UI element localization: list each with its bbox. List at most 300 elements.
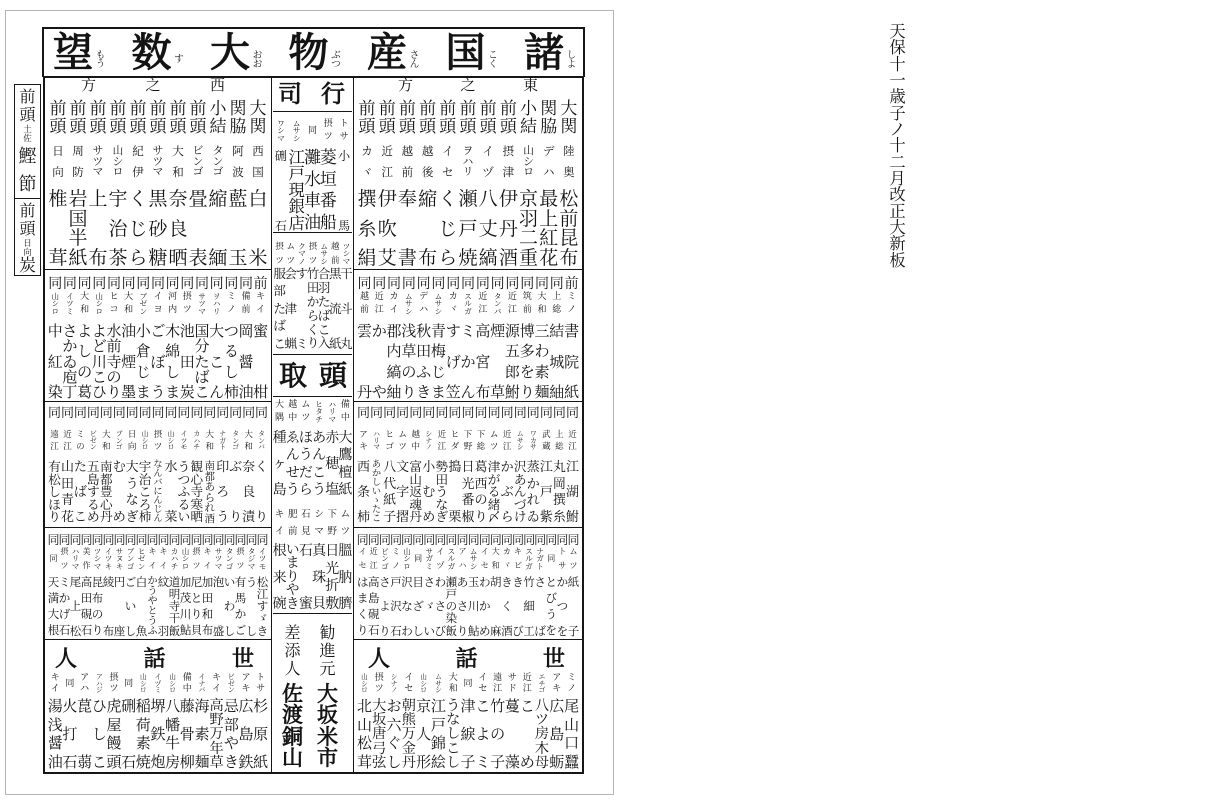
glyph: 鷹 xyxy=(338,447,353,464)
glyph: さ xyxy=(379,575,391,589)
glyph: シ xyxy=(403,554,411,564)
entry-rank xyxy=(59,534,70,546)
entry-province xyxy=(475,293,490,315)
entry-rank xyxy=(514,407,527,420)
glyph: し xyxy=(77,342,93,361)
glyph: セ xyxy=(442,164,454,179)
glyph: サ xyxy=(339,132,349,142)
banzuke-entry xyxy=(239,277,254,400)
glyph: ム xyxy=(398,430,407,440)
header-char: 頭 xyxy=(318,359,347,392)
entry-product xyxy=(92,324,107,400)
glyph: ほ xyxy=(298,430,313,446)
glyph: き xyxy=(512,575,524,589)
glyph: 柑 xyxy=(253,383,269,401)
glyph: 同 xyxy=(414,554,423,563)
glyph: 胡 xyxy=(490,575,502,589)
glyph: 書 xyxy=(564,322,580,340)
entry-province xyxy=(203,431,216,451)
glyph: ゴ xyxy=(381,561,389,571)
entry-product xyxy=(228,190,248,268)
entry-product xyxy=(312,544,325,611)
glyph: 酒 xyxy=(204,512,216,525)
glyph: 摂 xyxy=(153,430,163,440)
header-char: 司 xyxy=(278,79,302,108)
entry-rank xyxy=(165,277,180,291)
entry-province xyxy=(326,401,339,423)
glyph: 田 xyxy=(435,471,449,487)
entry-province xyxy=(224,293,239,315)
glyph: し xyxy=(91,725,107,743)
glyph: チ xyxy=(170,561,179,571)
glyph: ハ xyxy=(328,400,336,409)
glyph: 綾 xyxy=(102,575,115,589)
glyph: ガ xyxy=(525,561,533,571)
glyph: ム xyxy=(286,242,295,252)
glyph: 尾 xyxy=(564,697,580,715)
glyph: 前 xyxy=(479,99,497,119)
glyph: 紙 xyxy=(383,493,397,509)
entry-product xyxy=(121,324,136,400)
glyph: 菎 xyxy=(77,697,93,715)
glyph: 大 xyxy=(47,607,60,622)
banzuke-entry xyxy=(397,101,417,268)
entry-rank xyxy=(136,534,147,546)
glyph: 治 xyxy=(108,217,128,240)
glyph: ハ xyxy=(419,305,429,315)
entry-rank xyxy=(478,101,498,136)
entry-product xyxy=(257,577,268,637)
banzuke-entry xyxy=(100,407,113,524)
banzuke-entry xyxy=(312,510,325,611)
glyph: が xyxy=(487,471,501,487)
glyph: 子 xyxy=(567,623,580,638)
glyph: ん xyxy=(153,514,163,524)
glyph: 国 xyxy=(194,322,210,340)
glyph: 江 xyxy=(478,305,488,315)
glyph: よ xyxy=(475,725,491,743)
glyph: 丈 xyxy=(478,217,498,240)
glyph: 根 xyxy=(47,623,60,638)
banzuke-entry xyxy=(224,534,235,637)
banzuke-entry xyxy=(448,407,461,524)
glyph: 同 xyxy=(47,533,60,547)
glyph: 大 xyxy=(317,681,338,706)
glyph: 小 xyxy=(209,99,227,119)
glyph: ム xyxy=(340,509,351,520)
glyph: ブ xyxy=(115,430,123,438)
entry-province xyxy=(168,146,188,178)
glyph: 川 xyxy=(467,599,480,614)
glyph: 広 xyxy=(238,697,254,715)
glyph: 杉 xyxy=(253,697,269,715)
entry-province xyxy=(15,240,40,257)
glyph: 沢 xyxy=(390,599,402,614)
glyph: 木 xyxy=(534,740,550,757)
glyph: 羽 xyxy=(519,207,539,230)
glyph: ミ xyxy=(154,686,162,695)
entry-product xyxy=(559,190,579,268)
side-entry xyxy=(15,85,40,199)
entry-province xyxy=(418,146,438,178)
glyph: ど xyxy=(91,337,107,356)
glyph: と xyxy=(190,591,203,606)
glyph: 大 xyxy=(172,144,184,158)
promoter-columns xyxy=(275,625,345,768)
glyph: お xyxy=(252,49,263,61)
glyph: 陸 xyxy=(563,144,575,158)
glyph: 糸 xyxy=(552,509,566,525)
glyph: 梅 xyxy=(430,342,446,361)
entry-province xyxy=(357,293,372,315)
glyph: 垣 xyxy=(319,169,337,190)
glyph: 波 xyxy=(232,164,244,179)
glyph: 瀬 xyxy=(458,188,478,210)
glyph: び xyxy=(512,623,524,638)
entry-product xyxy=(61,461,74,524)
glyph: 石 xyxy=(298,543,313,559)
glyph: 同 xyxy=(190,533,203,547)
glyph: う xyxy=(285,481,300,498)
entry-province xyxy=(299,401,312,423)
glyph: イ xyxy=(66,292,74,301)
entry-province xyxy=(209,293,224,315)
glyph: ノ xyxy=(425,443,433,452)
entry-product xyxy=(549,324,564,400)
glyph: ヅ xyxy=(154,679,162,688)
glyph: 野 xyxy=(463,441,473,452)
entry-rank xyxy=(488,407,501,420)
entry-province xyxy=(74,431,87,451)
glyph: ツ xyxy=(180,436,188,445)
glyph: ツ xyxy=(286,255,295,266)
glyph: サ xyxy=(115,547,124,556)
glyph: 同 xyxy=(387,276,402,292)
gyoji2-columns xyxy=(274,243,352,350)
entry-province xyxy=(229,431,242,451)
glyph: ハ xyxy=(80,684,90,694)
entry-product xyxy=(490,577,501,637)
glyph: ゼ xyxy=(90,436,97,445)
glyph: あ xyxy=(372,460,382,470)
glyph: 月 xyxy=(889,168,906,188)
glyph: 保 xyxy=(889,38,906,58)
glyph: 摂 xyxy=(502,144,515,158)
glyph: 中 xyxy=(182,684,192,694)
toshidori-section-a xyxy=(273,397,352,498)
glyph: 草 xyxy=(209,754,224,771)
glyph: 同 xyxy=(456,533,469,547)
entry-product xyxy=(475,324,490,400)
glyph: シ xyxy=(390,673,398,681)
glyph: ロ xyxy=(169,686,176,695)
glyph: 湯 xyxy=(47,697,63,715)
glyph: 円 xyxy=(113,575,126,589)
entry-product xyxy=(180,577,191,637)
toshidori-b-columns xyxy=(273,510,352,611)
entry-province xyxy=(286,401,299,423)
entry-rank xyxy=(397,101,417,136)
glyph: 高 xyxy=(475,322,491,340)
entry-rank xyxy=(446,534,457,546)
glyph: よ xyxy=(566,59,577,70)
glyph: 葛 xyxy=(77,382,93,401)
banzuke-entry xyxy=(224,674,239,770)
banzuke-entry xyxy=(505,277,520,400)
glyph: カ xyxy=(448,292,458,302)
glyph: 田 xyxy=(306,279,320,295)
glyph: 貝 xyxy=(312,596,327,612)
banzuke-entry xyxy=(566,407,579,524)
glyph: 前 xyxy=(287,525,298,537)
entry-rank xyxy=(357,534,368,546)
glyph: 飯 xyxy=(168,623,181,638)
glyph: や xyxy=(371,383,387,401)
banzuke-entry xyxy=(418,101,438,268)
entry-province xyxy=(92,674,107,694)
entry-province xyxy=(490,293,505,315)
glyph: ゴ xyxy=(225,561,234,571)
glyph: ン xyxy=(139,306,147,316)
glyph: い xyxy=(372,487,382,497)
entry-rank xyxy=(520,277,535,291)
glyph: ノ xyxy=(567,684,577,694)
glyph: 前 xyxy=(559,207,579,230)
entry-product xyxy=(177,461,190,524)
toshidori-header xyxy=(273,359,352,392)
entry-province xyxy=(539,146,559,178)
entry-province xyxy=(253,674,268,694)
entry-product xyxy=(409,461,422,524)
banzuke-entry xyxy=(235,534,246,637)
gyoji-columns xyxy=(273,120,352,232)
entry-rank xyxy=(92,277,107,291)
glyph: ト xyxy=(536,561,544,571)
glyph: 同 xyxy=(448,406,462,421)
glyph: 醤 xyxy=(238,352,254,371)
entry-product xyxy=(505,324,520,400)
banzuke-entry xyxy=(564,277,579,400)
glyph: 大 xyxy=(448,673,458,683)
glyph: キ xyxy=(148,547,157,556)
glyph: ハ xyxy=(373,430,380,438)
glyph: ば xyxy=(534,623,546,638)
glyph: 同 xyxy=(179,533,192,547)
glyph: 松 xyxy=(48,471,61,487)
entry-province xyxy=(387,674,402,694)
glyph: ば xyxy=(273,318,286,334)
glyph: 紙 xyxy=(253,753,269,771)
entry-province xyxy=(305,120,321,142)
glyph: ナ xyxy=(219,430,227,438)
glyph: 進 xyxy=(319,641,336,660)
glyph: 尼 xyxy=(190,575,203,589)
glyph: 山 xyxy=(139,673,147,681)
entry-rank xyxy=(413,534,424,546)
east-sewanin-columns xyxy=(357,674,579,770)
west-row4-columns xyxy=(48,534,268,637)
banzuke-entry xyxy=(431,277,446,400)
glyph: 緬 xyxy=(208,247,228,269)
entry-rank xyxy=(549,277,564,291)
glyph: 寺 xyxy=(190,484,204,500)
glyph: 良 xyxy=(168,217,188,240)
glyph: イ xyxy=(104,547,113,556)
entry-province xyxy=(202,548,213,570)
entry-product xyxy=(387,699,402,770)
glyph: 前 xyxy=(459,99,477,119)
glyph: カ xyxy=(529,436,537,445)
glyph: モ xyxy=(258,561,267,571)
glyph: 合 xyxy=(317,266,331,281)
glyph: き xyxy=(286,596,300,612)
banzuke-entry xyxy=(535,674,550,770)
glyph: 吹 xyxy=(377,217,397,240)
glyph: 書 xyxy=(397,247,417,269)
glyph: 紙 xyxy=(338,481,353,498)
glyph: 布 xyxy=(88,247,108,269)
sewanin-header xyxy=(45,648,271,670)
glyph: バ xyxy=(153,478,163,488)
glyph: な xyxy=(435,496,449,512)
glyph: 総 xyxy=(476,441,486,452)
entry-product xyxy=(498,190,518,268)
entry-product xyxy=(299,544,312,611)
glyph: 同 xyxy=(422,406,436,421)
glyph: 蠶 xyxy=(564,752,580,771)
entry-province xyxy=(518,146,538,178)
glyph: シ xyxy=(95,299,103,309)
glyph: 脇 xyxy=(540,117,558,137)
glyph: 染 xyxy=(47,383,63,401)
glyph: を xyxy=(519,362,535,381)
entry-province xyxy=(165,293,180,315)
glyph: 花 xyxy=(60,509,74,525)
glyph: ゼ xyxy=(227,679,235,688)
glyph: 山 xyxy=(181,547,190,556)
entry-product xyxy=(103,577,114,637)
banzuke-entry xyxy=(136,277,151,400)
banzuke-entry xyxy=(257,534,268,637)
entry-rank xyxy=(402,534,413,546)
glyph: 大 xyxy=(125,460,139,475)
entry-product xyxy=(59,577,70,637)
glyph: こ xyxy=(138,484,152,500)
glyph: 庖 xyxy=(62,367,78,386)
glyph: を xyxy=(545,623,558,638)
glyph: ら xyxy=(306,307,320,323)
entry-product xyxy=(151,324,166,400)
glyph: 絹 xyxy=(357,247,377,269)
glyph: 葛 xyxy=(474,460,488,475)
entry-rank xyxy=(416,277,431,291)
glyph: か xyxy=(306,293,320,309)
glyph: モ xyxy=(180,443,188,452)
entry-province xyxy=(274,243,285,265)
header-char: 方 xyxy=(398,76,414,94)
banzuke-entry xyxy=(139,407,152,524)
glyph: 添 xyxy=(284,641,301,660)
entry-province xyxy=(490,674,505,694)
entry-province xyxy=(180,293,195,315)
glyph: 関 xyxy=(540,99,558,119)
glyph: こ xyxy=(475,697,491,715)
glyph: ン xyxy=(225,554,234,564)
entry-province xyxy=(446,293,461,315)
glyph: 鮒 xyxy=(565,510,579,525)
entry-rank xyxy=(108,101,128,136)
glyph: 同 xyxy=(151,406,165,421)
title-char xyxy=(131,29,186,76)
glyph: 前 xyxy=(169,99,187,119)
glyph: ひ xyxy=(91,697,107,715)
entry-product xyxy=(108,190,128,268)
entry-product xyxy=(490,699,505,770)
glyph: ル xyxy=(525,554,533,564)
glyph: 山 xyxy=(167,430,175,438)
glyph: 都 xyxy=(99,471,113,487)
glyph: 同 xyxy=(201,533,214,547)
gyoji-section xyxy=(273,112,352,233)
banzuke-entry xyxy=(422,407,435,524)
glyph: マ xyxy=(328,414,336,424)
glyph: マ xyxy=(214,561,223,571)
banzuke-entry xyxy=(514,407,527,524)
banzuke-entry xyxy=(103,534,114,637)
glyph: う xyxy=(147,586,158,597)
glyph: 字 xyxy=(396,485,410,500)
glyph: 前 xyxy=(499,99,517,119)
glyph: り xyxy=(401,382,417,401)
glyph: 大 xyxy=(124,292,134,302)
glyph: 形 xyxy=(416,753,432,771)
entry-title xyxy=(310,625,345,677)
glyph: 墨 xyxy=(121,383,137,401)
entry-product xyxy=(461,461,474,524)
glyph: く xyxy=(306,321,320,337)
glyph: ら xyxy=(204,491,216,504)
glyph: 同 xyxy=(177,406,191,421)
glyph: 加 xyxy=(179,575,192,589)
glyph: 和 xyxy=(102,441,111,452)
glyph: 京 xyxy=(519,188,539,210)
glyph: げ xyxy=(445,352,461,371)
entry-province xyxy=(147,548,158,570)
glyph: ほ xyxy=(48,496,61,512)
entry-rank xyxy=(498,101,518,136)
glyph: ハ xyxy=(458,561,467,570)
entry-province xyxy=(239,674,254,694)
glyph: い xyxy=(177,509,191,525)
glyph: サ xyxy=(152,144,164,157)
glyph: イ xyxy=(478,673,488,683)
glyph: 摂 xyxy=(60,547,69,556)
banzuke-entry xyxy=(409,407,422,524)
glyph: 差 xyxy=(284,623,301,642)
glyph: を xyxy=(556,623,569,638)
banzuke-entry xyxy=(228,101,248,268)
glyph: 渡 xyxy=(282,702,303,728)
glyph: 縞 xyxy=(478,247,498,269)
glyph: ご xyxy=(234,623,247,638)
glyph: 煙 xyxy=(121,352,137,371)
entry-province xyxy=(564,674,579,694)
entry-province xyxy=(431,293,446,315)
glyph: 山 xyxy=(409,471,423,487)
glyph: ツ xyxy=(569,561,578,570)
glyph: 戸 xyxy=(539,485,553,500)
banzuke-entry xyxy=(488,407,501,524)
